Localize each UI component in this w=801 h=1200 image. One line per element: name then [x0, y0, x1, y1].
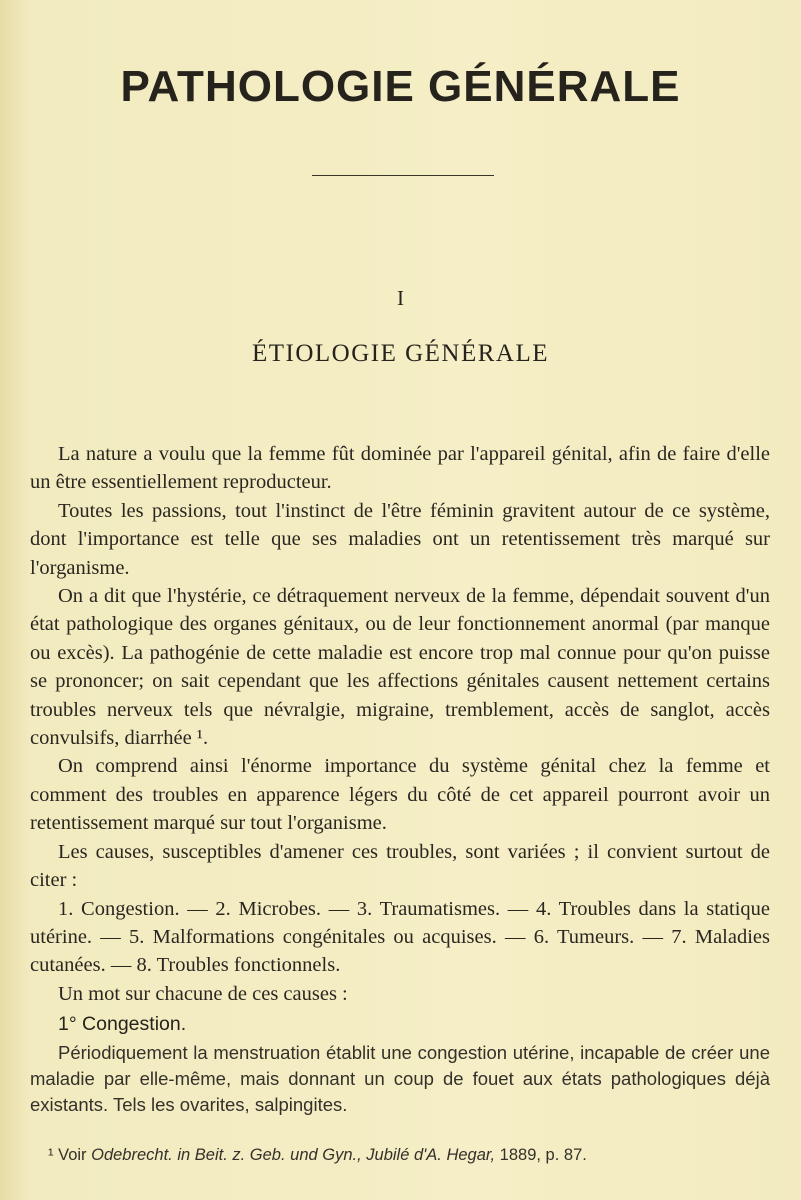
footnote-prefix: Voir — [58, 1146, 87, 1164]
subsection-heading: 1° Congestion. — [58, 1013, 187, 1035]
section-number: I — [397, 286, 404, 310]
paragraph: Les causes, susceptibles d'amener ces troubles, sont variées ; il convient surtout de citer : — [30, 840, 770, 892]
paragraph: Un mot sur chacune de ces causes : — [58, 982, 348, 1005]
causes-list: 1. Congestion. — 2. Microbes. — 3. Traumatismes. — 4. Troubles dans la statique utérine. — 5. Malformations congénitales ou acquises. — 6. Tumeurs. — 7. Maladies cutanées. — 8. Troubles fonctionnels. — [30, 897, 770, 977]
subsection-body — [30, 1040, 770, 1118]
footnote-marker: ¹ — [48, 1146, 54, 1164]
paragraph: La nature a voulu que la femme fût dominée par l'appareil génital, afin de faire d'elle un être essentiellement reproducteur. — [30, 443, 770, 494]
footnote-suffix: 1889, p. 87. — [499, 1146, 587, 1164]
paragraph: On comprend ainsi l'énorme importance du système génital chez la femme et comment des troubles en apparence légers du côté de cet appareil pourront avoir un retentissement marqué sur tout l'organisme. — [30, 755, 770, 835]
section-title: ÉTIOLOGIE GÉNÉRALE — [251, 340, 550, 367]
paragraph: On a dit que l'hystérie, ce détraquement nerveux de la femme, dépendait souvent d'un état pathologique des organes génitaux, ou de leur fonctionnement anormal (par manque ou excès). La pathogénie de cette maladie est encore trop mal connue pour qu'on puisse se prononcer; on sait cependant que les affections génitales causent nettement certains troubles nerveux tels que névralgie, migraine, tremblement, accès de sanglot, accès convulsifs, diarrhée ¹. — [30, 585, 770, 750]
footnote-citation: Odebrecht. in Beit. z. Geb. und Gyn., Jubilé d'A. Hegar, — [91, 1146, 496, 1164]
page-title: PATHOLOGIE GÉNÉRALE — [120, 62, 681, 111]
footnote — [48, 1146, 768, 1165]
main-body — [30, 440, 770, 1008]
paragraph: Périodiquement la menstruation établit une congestion utérine, incapable de créer une maladie par elle-même, mais donnant un coup de fouet aux états pathologiques déjà existants. Tels les ovarites, salpingites. — [30, 1042, 770, 1115]
paragraph: Toutes les passions, tout l'instinct de l'être féminin gravitent autour de ce système, dont l'importance est telle que ses maladies ont un retentissement très marqué sur l'organisme. — [30, 499, 770, 579]
title-rule — [312, 175, 494, 176]
